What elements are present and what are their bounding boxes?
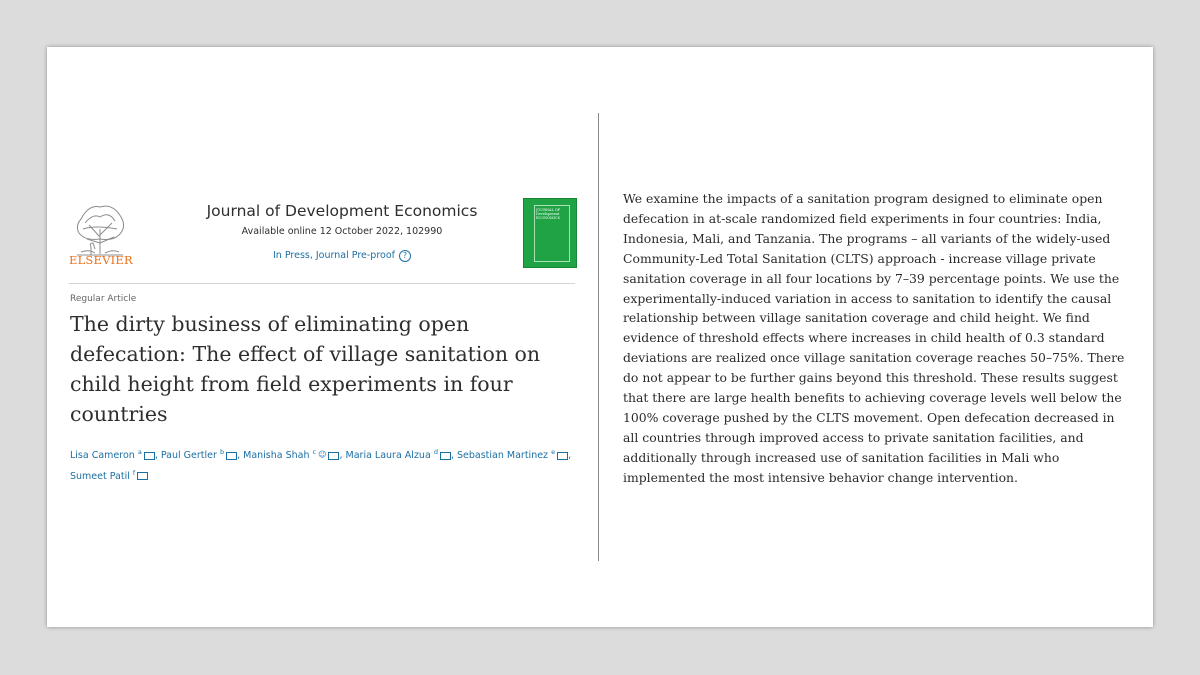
article-status[interactable] [273,250,411,262]
envelope-icon[interactable] [557,452,568,460]
person-icon[interactable]: ☺ [318,450,327,460]
journal-cover-text: JOURNAL OF Development ECONOMICS [536,208,561,220]
author-manisha-shah[interactable]: Manisha Shah $^c$ ☺ [243,450,339,461]
header-divider [69,283,575,284]
author-lisa-cameron[interactable]: Lisa Cameron $^a$ [70,450,155,461]
author-paul-gertler[interactable]: Paul Gertler $^b$ [161,450,237,461]
author-list: Lisa Cameron $^a$ , Paul Gertler $^b$ , Manisha Shah $^c$ ☺ , Maria Laura Alzua $^d$ , Sebastian Martinez $^e$ , Sumeet Patil $^f$ [70,448,572,482]
help-icon[interactable]: ? [399,250,411,262]
author-sumeet-patil[interactable]: Sumeet Patil $^f$ [70,471,148,482]
article-type: Regular Article [70,294,137,304]
journal-cover-thumbnail[interactable] [523,198,577,268]
availability-date: Available online 12 October 2022, 102990 [241,226,443,237]
envelope-icon[interactable] [137,472,148,480]
author-sebastian-martinez[interactable]: Sebastian Martinez $^e$ [457,450,568,461]
column-divider [598,113,599,561]
abstract-text: We examine the impacts of a sanitation program designed to eliminate open defecation in at-scale randomized field experiments in four countries: India, Indonesia, Mali, and Tanzania. The programs – all variants of the widely-used Community-Led Total Sanitation (CLTS) approach - increase village private sanitation coverage in all four locations by 7–39 percentage points. We use the experimentally-induced variation in access to sanitation to identify the causal relationship between village sanitation coverage and child height. We find evidence of threshold effects where increases in child health of 0.3 standard deviations are realized once village sanitation coverage reaches 50–75%. There do not appear to be further gains beyond this threshold. These results suggest that there are large health benefits to achieving coverage levels well below the 100% coverage pushed by the CLTS movement. Open defecation decreased in all countries through improved access to private sanitation facilities, and additionally through increased use of sanitation facilities in Mali who implemented the most intensive behavior change intervention. [623,191,1125,485]
envelope-icon[interactable] [226,452,237,460]
article-card [47,47,1153,627]
envelope-icon[interactable] [144,452,155,460]
envelope-icon[interactable] [440,452,451,460]
envelope-icon[interactable] [328,452,339,460]
article-status-label[interactable]: In Press, Journal Pre-proof [273,250,395,261]
author-maria-laura-alzua[interactable]: Maria Laura Alzua $^d$ [346,450,451,461]
journal-header [167,202,517,262]
publisher-name: ELSEVIER [69,253,133,267]
article-title: The dirty business of eliminating open defecation: The effect of village sanitation on child height from field experiments in four countries [70,312,541,426]
journal-title[interactable]: Journal of Development Economics [206,202,478,220]
